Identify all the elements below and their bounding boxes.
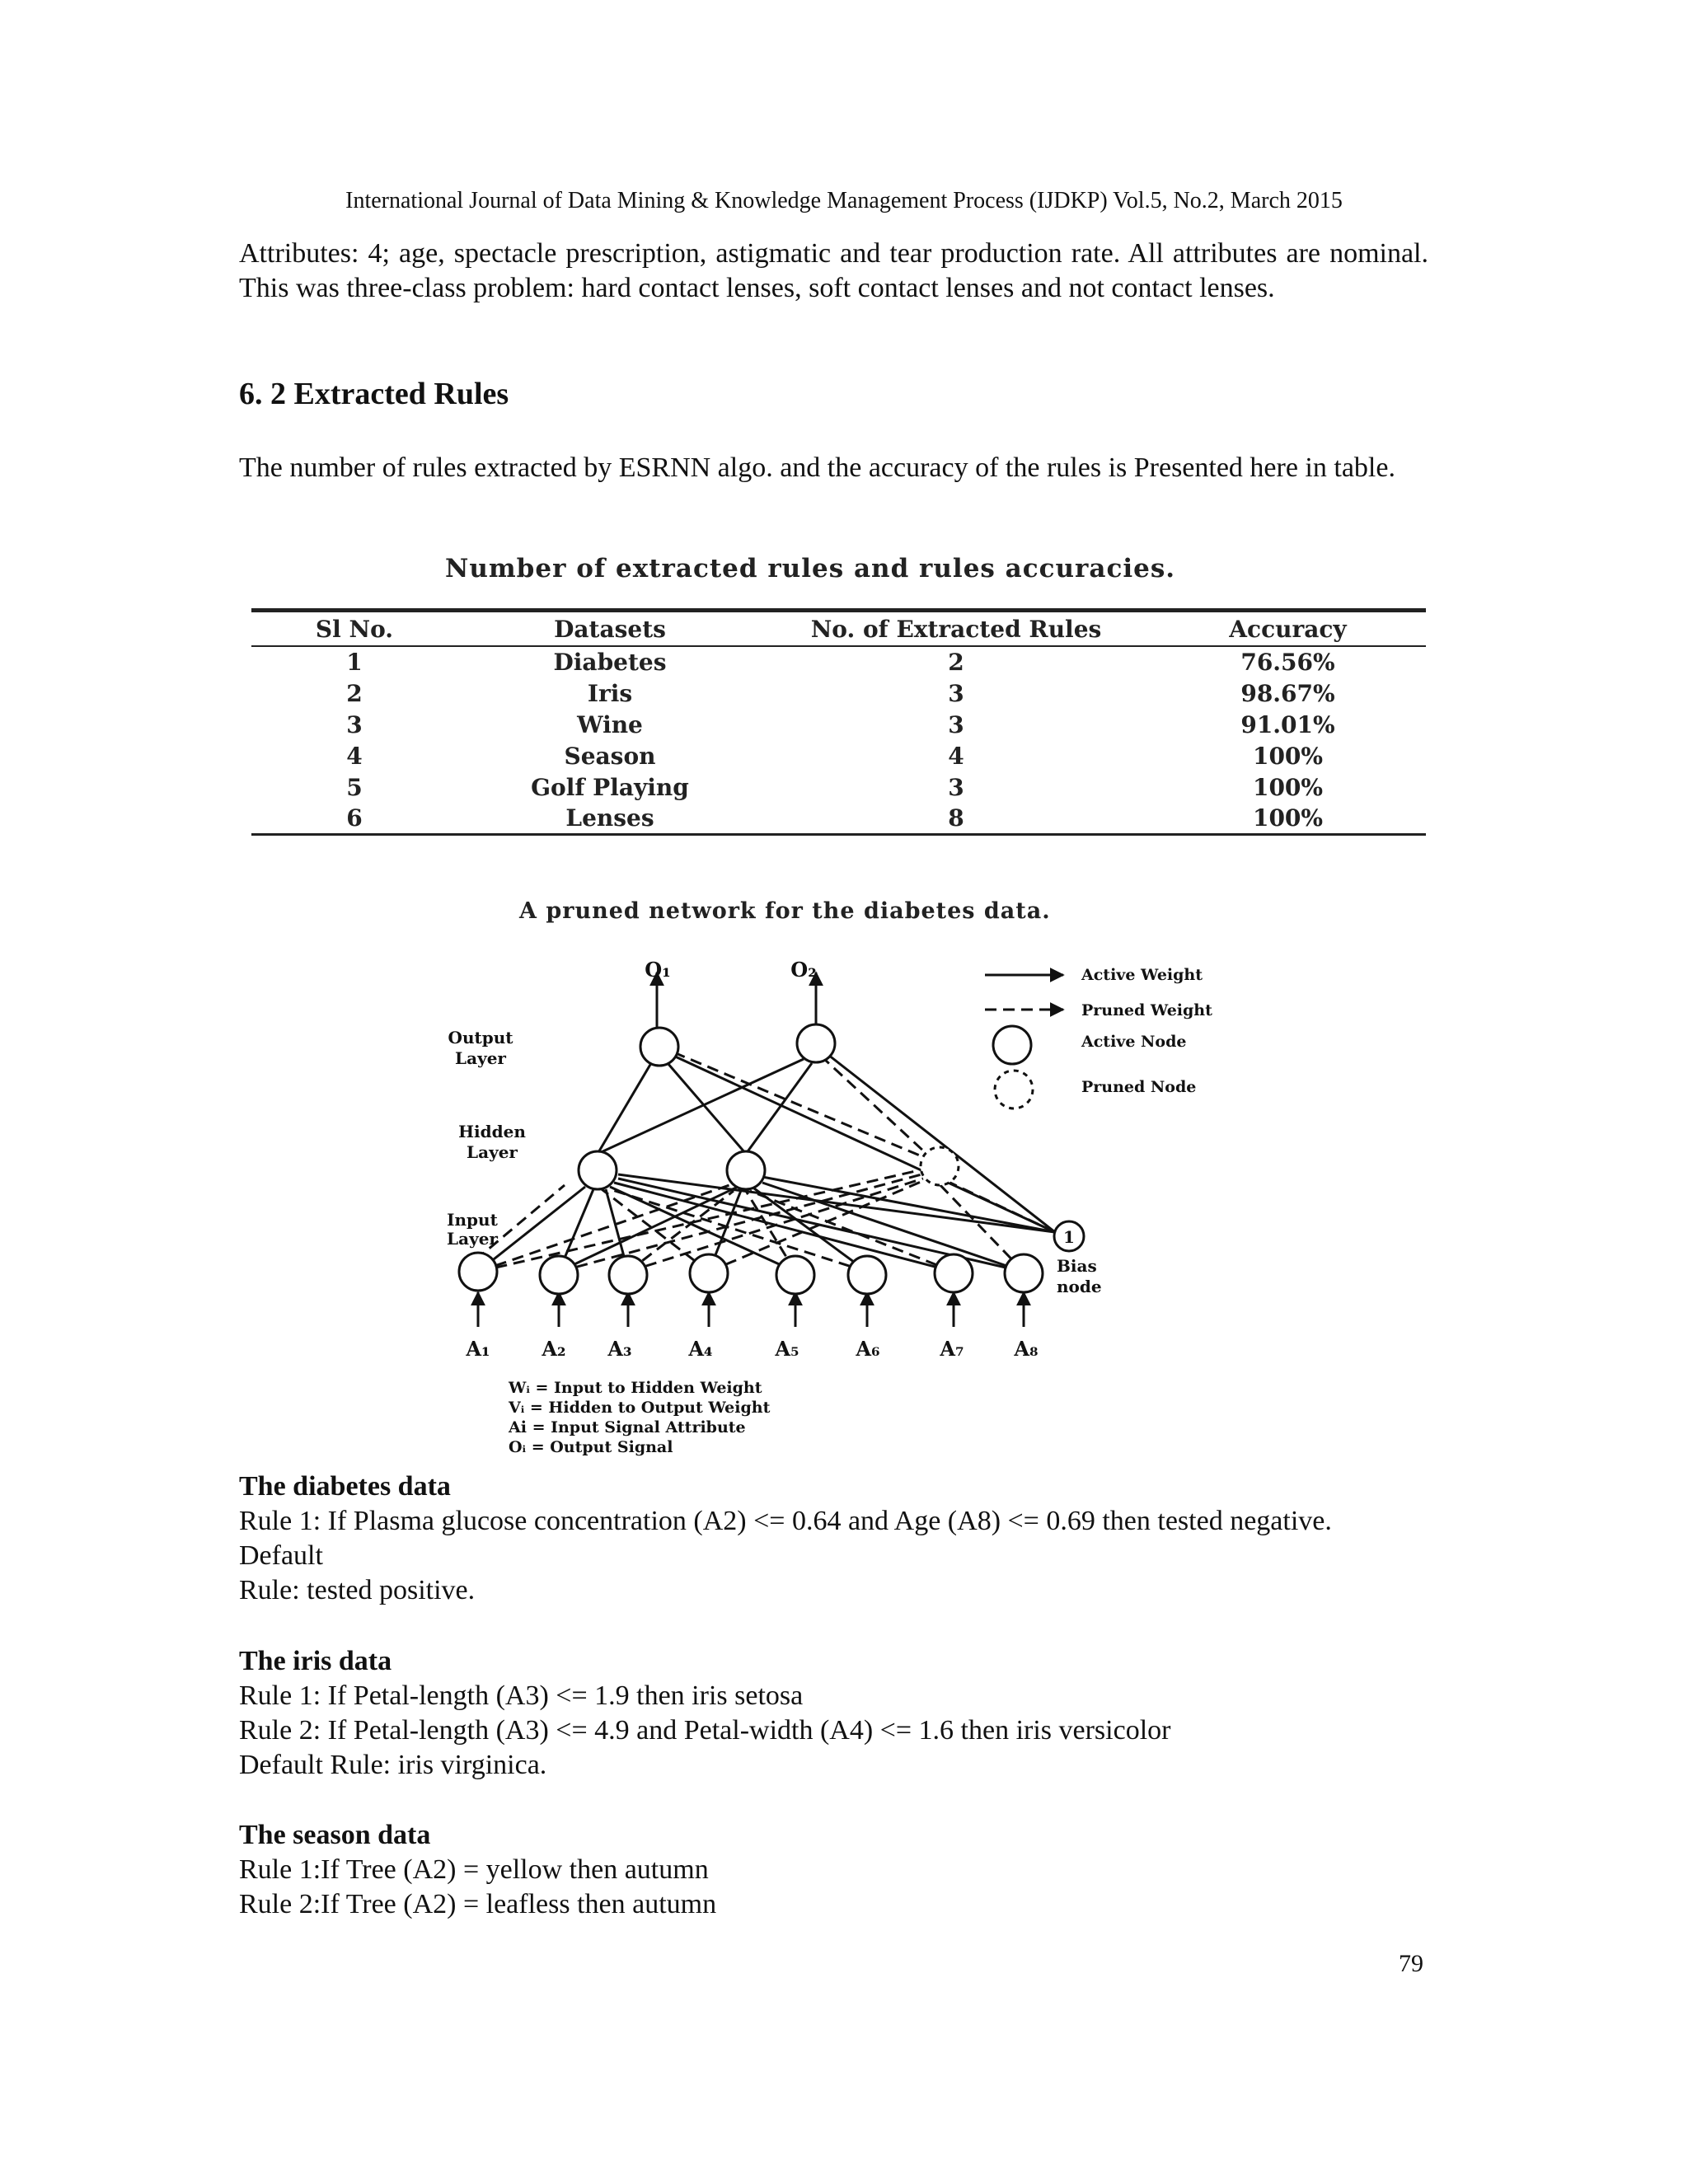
figure-note: Oᵢ = Output Signal <box>509 1438 673 1456</box>
output-node <box>640 1028 678 1066</box>
legend-active-node <box>993 1026 1031 1064</box>
input-label: A₈ <box>1014 1337 1039 1361</box>
output-layer-label: Layer <box>455 1048 506 1068</box>
table-row <box>251 771 1426 803</box>
rule-line: Rule: tested positive. <box>239 1575 476 1605</box>
input-node <box>1005 1254 1043 1292</box>
cell-dataset: Wine <box>577 710 643 738</box>
iris-rules <box>239 1644 1170 1783</box>
rules-table <box>251 608 1426 836</box>
edge-pruned <box>628 1179 923 1272</box>
hidden-node <box>579 1151 617 1189</box>
cell-sl-no: 4 <box>346 742 363 770</box>
cell-sl-no: 6 <box>346 804 363 832</box>
header-extracted-rules: No. of Extracted Rules <box>810 615 1102 643</box>
legend-pruned-weight-label: Pruned Weight <box>1081 1001 1212 1019</box>
table-row <box>251 677 1426 709</box>
cell-accuracy: 100% <box>1252 804 1324 832</box>
cell-accuracy: 100% <box>1252 742 1324 770</box>
input-layer-label: Layer <box>447 1229 498 1249</box>
legend-active-node-label: Active Node <box>1081 1033 1187 1051</box>
input-label: A₅ <box>775 1337 799 1361</box>
running-header: International Journal of Data Mining & Knowledge Management Process (IJDKP) Vol.5, No.2, March 2015 <box>345 188 1343 213</box>
input-node <box>540 1256 578 1294</box>
input-node <box>935 1254 973 1292</box>
bias-value: 1 <box>1063 1227 1075 1247</box>
section-paragraph: The number of rules extracted by ESRNN algo. and the accuracy of the rules is Presented here in table. <box>239 452 1395 483</box>
cell-dataset: Iris <box>587 679 633 707</box>
edge-active <box>618 1174 1055 1232</box>
table-caption: Number of extracted rules and rules accuracies. <box>445 554 1176 583</box>
legend-pruned-node-label: Pruned Node <box>1081 1078 1197 1096</box>
header-sl-no: Sl No. <box>315 615 394 643</box>
cell-rules: 3 <box>948 679 964 707</box>
table-row <box>251 646 1426 677</box>
edge-active <box>598 1059 804 1154</box>
input-label: A₇ <box>940 1337 964 1361</box>
cell-accuracy: 91.01% <box>1240 710 1335 738</box>
header-accuracy: Accuracy <box>1229 615 1347 643</box>
hidden-layer-label: Layer <box>467 1142 518 1162</box>
section-heading: 6. 2 Extracted Rules <box>239 377 509 411</box>
figure-note: Wᵢ = Input to Hidden Weight <box>509 1379 762 1397</box>
hidden-node <box>727 1151 765 1189</box>
diabetes-rules <box>239 1469 1332 1608</box>
input-node <box>848 1256 886 1294</box>
figure-note: Ai = Input Signal Attribute <box>509 1418 746 1436</box>
cell-accuracy: 98.67% <box>1240 679 1335 707</box>
legend-active-weight-label: Active Weight <box>1081 966 1203 984</box>
season-title: The season data <box>239 1820 431 1850</box>
table-row <box>251 803 1426 834</box>
edge-active <box>746 1063 812 1154</box>
cell-dataset: Diabetes <box>553 649 667 676</box>
intro-paragraph: Attributes: 4; age, spectacle prescription, astigmatic and tear production rate. All attributes are nominal. This was three-class problem: hard contact lenses, soft contact lenses and not contact lenses. <box>239 238 1428 303</box>
hidden-layer-label: Hidden <box>458 1122 526 1141</box>
output-label: O₂ <box>790 958 817 982</box>
bias-node-label: Bias <box>1057 1256 1097 1276</box>
input-layer-label: Input <box>447 1210 498 1230</box>
rule-line: Rule 2:If Tree (A2) = leafless then autumn <box>239 1889 717 1919</box>
pruned-hidden-node <box>921 1147 959 1185</box>
figure-caption: A pruned network for the diabetes data. <box>519 898 1051 924</box>
input-label: A₄ <box>688 1337 713 1361</box>
rule-line: Rule 1: If Petal-length (A3) <= 1.9 then iris setosa <box>239 1680 804 1711</box>
output-node <box>797 1024 835 1062</box>
diabetes-title: The diabetes data <box>239 1471 451 1502</box>
cell-rules: 4 <box>948 742 964 770</box>
cell-sl-no: 2 <box>346 679 363 707</box>
table-header-row <box>251 611 1426 647</box>
iris-title: The iris data <box>239 1646 392 1676</box>
legend-pruned-node <box>995 1071 1033 1108</box>
pruned-network-diagram <box>412 923 1269 1467</box>
input-node <box>776 1256 814 1294</box>
output-layer-label: Output <box>448 1028 513 1047</box>
input-label: A₃ <box>607 1337 632 1361</box>
input-label: A₁ <box>466 1337 490 1361</box>
season-rules <box>239 1818 716 1922</box>
input-node <box>690 1254 728 1292</box>
cell-sl-no: 1 <box>346 649 363 676</box>
input-label: A₆ <box>856 1337 880 1361</box>
cell-dataset: Season <box>564 742 656 770</box>
cell-accuracy: 76.56% <box>1240 649 1335 676</box>
cell-rules: 2 <box>948 649 964 676</box>
cell-sl-no: 5 <box>346 773 363 801</box>
edge-pruned <box>824 1059 935 1162</box>
rule-line: Rule 2: If Petal-length (A3) <= 4.9 and Petal-width (A4) <= 1.6 then iris versicolor <box>239 1715 1171 1746</box>
bias-node-label: node <box>1057 1277 1102 1296</box>
input-label: A₂ <box>542 1337 566 1361</box>
rule-line: Default <box>239 1540 323 1571</box>
cell-sl-no: 3 <box>346 710 363 738</box>
cell-dataset: Lenses <box>565 804 654 832</box>
output-label: O₁ <box>645 958 671 982</box>
cell-rules: 8 <box>948 804 964 832</box>
table-row <box>251 709 1426 740</box>
rule-line: Rule 1: If Plasma glucose concentration (A2) <= 0.64 and Age (A8) <= 0.69 then tested negative. <box>239 1506 1332 1536</box>
figure-note: Vᵢ = Hidden to Output Weight <box>509 1399 771 1417</box>
input-node <box>609 1256 647 1294</box>
header-datasets: Datasets <box>554 615 666 643</box>
table-row <box>251 740 1426 771</box>
page-number: 79 <box>1399 1950 1423 1977</box>
cell-rules: 3 <box>948 773 964 801</box>
input-node <box>459 1253 497 1291</box>
rule-line: Rule 1:If Tree (A2) = yellow then autumn <box>239 1854 709 1885</box>
cell-rules: 3 <box>948 710 964 738</box>
cell-accuracy: 100% <box>1252 773 1324 801</box>
rule-line: Default Rule: iris virginica. <box>239 1750 547 1780</box>
cell-dataset: Golf Playing <box>531 773 689 801</box>
